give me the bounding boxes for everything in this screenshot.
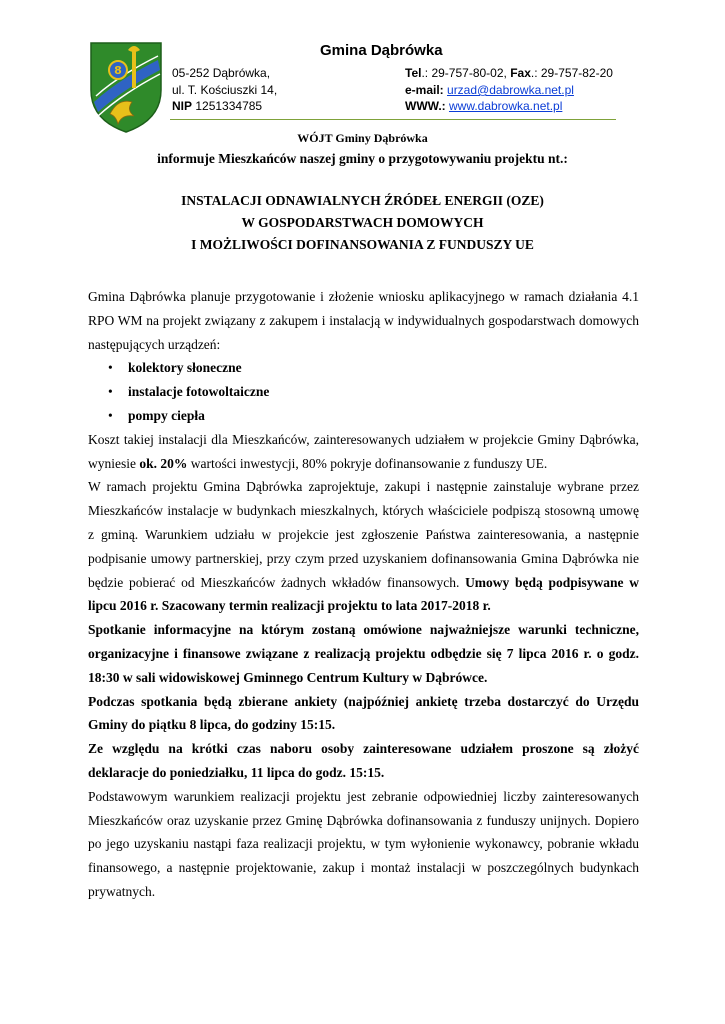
header-divider (170, 119, 616, 120)
email-line (405, 82, 574, 98)
bullet: • (108, 407, 113, 423)
paragraph-cost (88, 428, 639, 476)
intro-line: informuje Mieszkańców naszej gminy o przygotowywaniu projektu nt.: (157, 151, 568, 166)
svg-text:8: 8 (114, 64, 122, 77)
list-item-label: pompy ciepła (128, 407, 205, 423)
cost-share: ok. 20% (139, 455, 188, 471)
device-list (88, 356, 639, 427)
project-dates: Umowy będą podpisywane w lipcu 2016 r. Szacowany termin realizacji projektu to lata 2017-2018 r. (88, 574, 640, 614)
coat-of-arms-logo (88, 40, 164, 134)
paragraph-conditions: Podstawowym warunkiem realizacji projektu jest zebranie odpowiedniej liczby zainteresowanych Mieszkańców oraz uzyskanie przez Gminę Dąbrówka dofinansowania z funduszy unijnych. Dopiero po jego uzyskaniu nastąpi faza realizacji projektu, w tym wyłonienie wykonawcy, pobranie wkładu finansowego, a następnie projektowanie, zakup i montaż instalacji w poszczególnych budynkach prywatnych. (88, 788, 639, 899)
cost-text: Koszt takiej instalacji dla Mieszkańców, zainteresowanych udziałem w projekcie Gminy Dąbrówka, wyniesie (88, 431, 639, 471)
list-item (88, 380, 639, 404)
paragraph-declarations (88, 737, 639, 785)
nip-line (172, 98, 262, 114)
paragraph-project (88, 475, 639, 618)
org-name: Gmina Dąbrówka (320, 42, 443, 59)
title-line-1: INSTALACJI ODNAWIALNYCH ŹRÓDEŁ ENERGII (OZE) (181, 193, 544, 208)
list-item-label: instalacje fotowoltaiczne (128, 384, 270, 400)
project-text: W ramach projektu Gmina Dąbrówka zaprojektuje, zakupi i następnie zainstaluje wybrane przez Mieszkańców instalacje w budynkach mieszkalnych, których właściciele podpiszą stosowną umowę z gminą. Warunkiem udziału w projekcie jest zgłoszenie Państwa zainteresowania, a następnie podpisanie umowy partnerskiej, przy czym przed uzyskaniem dofinansowania Gmina Dąbrówka nie będzie pobierać od Mieszkańców żadnych wkładów finansowych. (88, 479, 639, 590)
nip-label: NIP (172, 99, 193, 113)
bullet: • (108, 360, 113, 376)
list-item (88, 404, 639, 428)
paragraph-surveys (88, 690, 639, 738)
tel-value: .: 29-757-80-02, (421, 66, 511, 80)
address-line-2: ul. T. Kościuszki 14, (172, 83, 278, 97)
meeting-text: Spotkanie informacyjne na którym zostaną omówione najważniejsze warunki techniczne, organizacyjne i finansowe związane z realizacją projektu odbędzie się 7 lipca 2016 r. o godz. 18:30 w sali widowiskowej Gminnego Centrum Kultury w Dąbrówce. (88, 622, 639, 685)
address-line-1: 05-252 Dąbrówka, (172, 66, 271, 80)
tel-label: Tel (405, 66, 422, 80)
phone-fax-line (405, 65, 613, 81)
paragraph-meeting (88, 618, 639, 689)
title-line-2: W GOSPODARSTWACH DOMOWYCH (241, 215, 484, 230)
cost-text-end: wartości inwestycji, 80% pokryje dofinansowanie z funduszy UE. (187, 455, 548, 471)
surveys-text: Podczas spotkania będą zbierane ankiety (najpóźniej ankietę trzeba dostarczyć do Urzędu Gminy do piątku 8 lipca, do godziny 15:15. (88, 693, 639, 733)
paragraph-plan: Gmina Dąbrówka planuje przygotowanie i złożenie wniosku aplikacyjnego w ramach działania 4.1 RPO WM na projekt związany z zakupem i instalacją w indywidualnych gospodarstwach domowych następujących urządzeń: (88, 289, 639, 352)
declarations-text: Ze względu na krótki czas naboru osoby zainteresowane udziałem proszone są złożyć deklaracje do poniedziałku, 11 lipca do godz. 15:15. (88, 741, 639, 780)
email-link[interactable]: urzad@dabrowka.net.pl (447, 83, 574, 97)
title-line-3: I MOŻLIWOŚCI DOFINANSOWANIA Z FUNDUSZY UE (191, 237, 534, 252)
document-body (88, 285, 639, 904)
website-line (405, 98, 562, 114)
bullet: • (108, 384, 113, 400)
email-label: e-mail: (405, 83, 448, 97)
issuer: WÓJT Gminy Dąbrówka (297, 131, 428, 145)
list-item-label: kolektory słoneczne (128, 360, 242, 376)
website-link[interactable]: www.dabrowka.net.pl (448, 99, 563, 113)
nip-value: 1251334785 (192, 99, 263, 113)
list-item (88, 356, 639, 380)
fax-label: Fax (510, 66, 531, 80)
www-label: WWW.: (405, 99, 449, 113)
fax-value: .: 29-757-82-20 (530, 66, 613, 80)
